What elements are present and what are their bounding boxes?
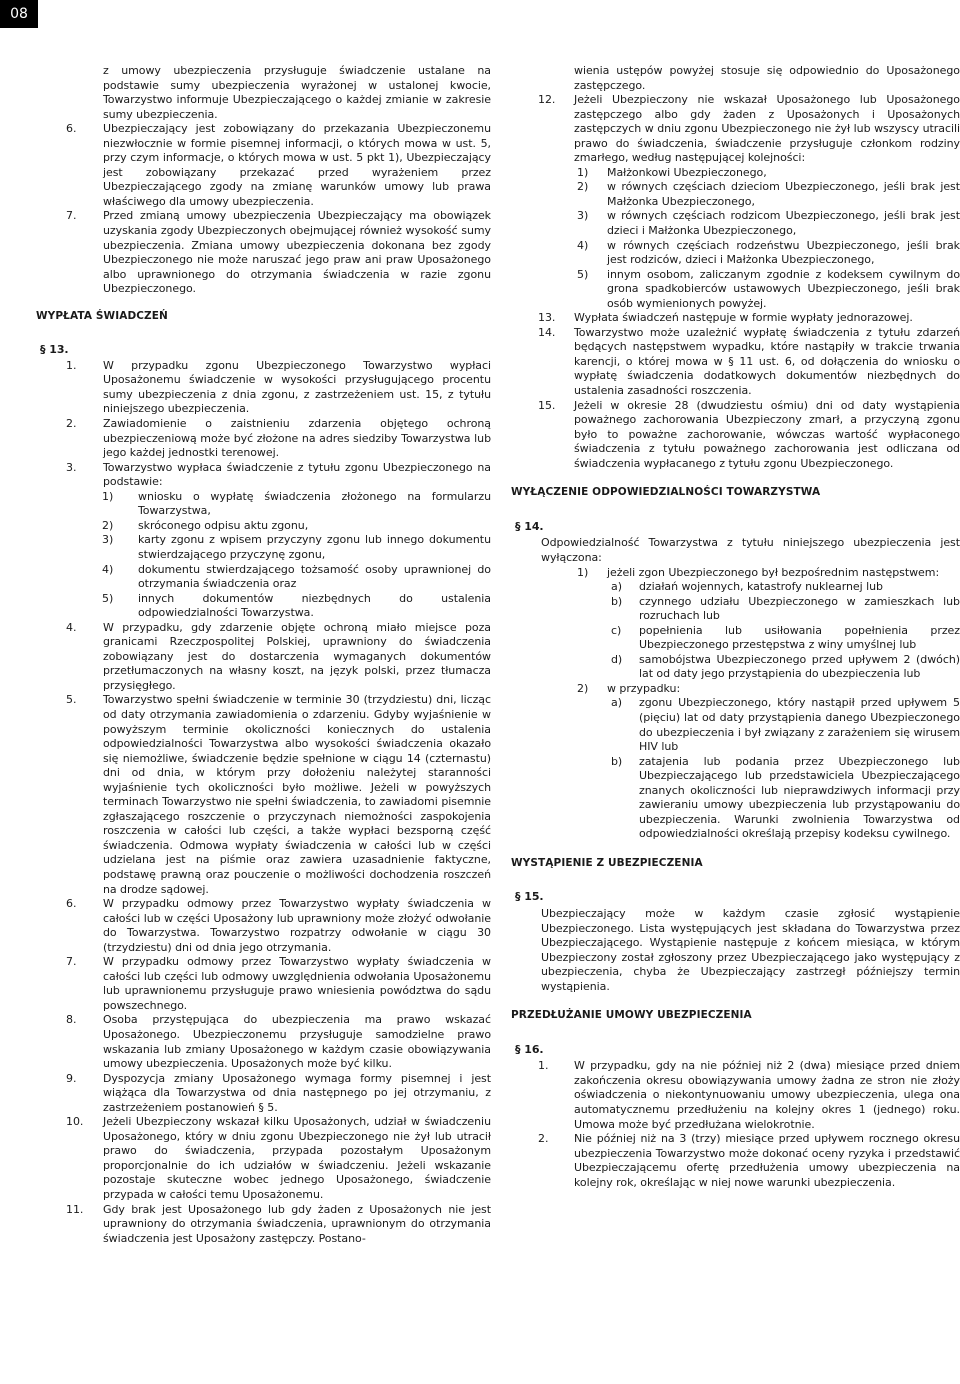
intro-paragraph: z umowy ubezpieczenia przysługuje świadczenie ustalane na podstawie sumy ubezpieczenia wyrażonej w ustalonej kwocie, Towarzystwo informuje Ubezpieczającego o każdej zmianie w zakresie sumy ubezpieczenia. [103, 64, 491, 121]
list-item [36, 461, 491, 490]
item-text: W przypadku odmowy przez Towarzystwo wypłaty świadczenia w całości lub w części Uposażony lub uprawniony może złożyć odwołanie do Towarzystwa. Towarzystwo rozpatrzy odwołanie w ciągu 30 (trzydziestu) dni od dnia jego otrzymania. [103, 897, 491, 954]
list-item [511, 399, 960, 472]
item-number: 1) [102, 489, 114, 503]
item-text: Jeżeli w okresie 28 (dwudziestu ośmiu) dni od daty wystąpienia poważnego zachorowania Ubezpieczony zmarł, a przyczyną zgonu było to poważne zachorowanie, wówczas wartość wypłaconego świadczenia z tytułu poważnego zachorowania jest odliczana od świadczenia wypłacanego z tytułu zgonu Ubezpieczonego. [574, 398, 960, 470]
sub-list-item [511, 239, 960, 268]
left-subitems-3 [36, 490, 491, 621]
item-text: Towarzystwo może uzależnić wypłatę świadczenia z tytułu zdarzeń będących następstwem wypadku, które nastąpiły w trakcie trwania karencji, o której mowa w § 11 ust. 6, od dołączenia do wniosku o wypłatę świadczenia dodatkowych dokumentów niezbędnych do ustalenia zasadności roszczenia. [574, 325, 960, 398]
intro-paragraph: wienia ustępów powyżej stosuje się odpowiednio do Uposażonego zastępczego. [574, 64, 960, 92]
sub-list-item [511, 180, 960, 209]
item-number: 12. [538, 93, 556, 107]
left-items-a [36, 122, 491, 297]
item-number: 2. [66, 417, 77, 431]
section-heading: PRZEDŁUŻANIE UMOWY UBEZPIECZENIA [511, 1009, 752, 1022]
list-item [36, 1115, 491, 1202]
sub-sub-list-item [511, 580, 960, 595]
item-number: 6. [66, 897, 77, 911]
section-number: § 15. [515, 890, 544, 904]
item-text: innych dokumentów niezbędnych do ustalenia odpowiedzialności Towarzystwa. [138, 591, 491, 620]
item-number: 1) [577, 565, 589, 579]
left-column [36, 64, 491, 1246]
item-number: 2. [538, 1132, 549, 1146]
section-heading: WYPŁATA ŚWIADCZEŃ [36, 309, 168, 322]
section-heading: WYSTĄPIENIE Z UBEZPIECZENIA [511, 856, 703, 869]
sub-sub-list-item [511, 696, 960, 754]
item-text: Jeżeli Ubezpieczony nie wskazał Uposażonego lub Uposażonego zastępczego albo gdy żaden z Uposażonych i Uposażonych zastępczych w dniu zgonu Ubezpieczonego nie żył lub wszyscy utracili prawo do świadczenia, świadczenie przysługuje członkom rodziny zmarłego, według następującej kolejności: [574, 93, 960, 165]
right-sub-14-2-items [511, 696, 960, 841]
list-item [36, 621, 491, 694]
section-number: § 14. [515, 519, 544, 533]
list-item [36, 1072, 491, 1116]
item-text: zgonu Ubezpieczonego, który nastąpił przed upływem 5 (pięciu) lat od daty przystąpienia danego Ubezpieczonego do ubezpieczenia i był związany z zarażeniem się wirusem HIV lub [639, 696, 960, 754]
sub-list-item [511, 268, 960, 312]
item-number: d) [611, 652, 623, 666]
list-item [36, 417, 491, 461]
item-number: 10. [66, 1115, 84, 1129]
sub-list-item [511, 682, 960, 697]
item-text: W przypadku odmowy przez Towarzystwo wypłaty świadczenia w całości lub części lub odmowy uwzględnienia odwołania Uposażonemu lub uprawnionemu przysługuje prawo wniesienia powództwa do sądu powszechnego. [103, 955, 491, 1012]
item-number: 7. [66, 209, 77, 223]
item-number: a) [611, 696, 622, 710]
item-text: popełnienia lub usiłowania popełnienia przez Ubezpieczonego przestępstwa z winy umyślnej lub [639, 623, 960, 652]
item-number: 9. [66, 1071, 77, 1085]
item-number: 6. [66, 122, 77, 136]
list-item [511, 1059, 960, 1132]
right-items-16 [511, 1059, 960, 1190]
item-text: Towarzystwo spełni świadczenie w terminie 30 (trzydziestu) dni, licząc od daty otrzymania zawiadomienia o zdarzeniu. Gdyby wyjaśnienie w powyższym terminie okoliczności koniecznych do ustalenia odpowiedzialności Towarzystwa albo wysokości świadczenia okazało się niemożliwe, świadczenie będzie spełnione w ciągu 14 (czternastu) dni od dnia, w którym przy dołożeniu należytej staranności wyjaśnienie tych okoliczności było możliwe. Jeżeli w powyższych terminach Towarzystwo nie spełni świadczenia, to zawiadomi pisemnie zgłaszającego roszczenie o przyczynach niemożności zaspokojenia roszczenia w całości lub części, a także wypłaci bezsporną część świadczenia. Odmowa wypłaty świadczenia w całości lub w części udzielana jest na piśmie oraz zawiera uzasadnienie faktyczne, podstawę prawną oraz pouczenie o możliwości dochodzenia roszczeń na drodze sądowej. [103, 693, 491, 896]
item-number: 2) [102, 518, 114, 532]
sub-list-item [36, 533, 491, 562]
left-items-b [36, 359, 491, 490]
list-item [36, 897, 491, 955]
list-item [36, 1203, 491, 1247]
section-text: Odpowiedzialność Towarzystwa z tytułu niniejszego ubezpieczenia jest wyłączona: [541, 536, 960, 564]
item-text: W przypadku, gdy na nie później niż 2 (dwa) miesiące przed dniem zakończenia okresu obowiązywania umowy żadna ze stron nie złoży oświadczenia o niekontynuowaniu umowy ubezpieczenia, ulega ona automatycznemu przedłużeniu na kolejny okres 1 (jednego) roku. Umowa może być przedłużana wielokrotnie. [574, 1059, 960, 1131]
right-column [511, 64, 960, 1190]
item-text: wniosku o wypłatę świadczenia złożonego na formularzu Towarzystwa, [138, 489, 491, 518]
list-item [36, 122, 491, 209]
item-text: w równych częściach rodzicom Ubezpieczonego, jeśli brak jest dzieci i Małżonka Ubezpieczonego, [607, 209, 960, 238]
item-text: dokumentu stwierdzającego tożsamość osoby uprawnionej do otrzymania świadczenia oraz [138, 562, 491, 591]
item-number: 3) [102, 533, 114, 547]
item-number: 1. [66, 358, 77, 372]
item-text: Nie później niż na 3 (trzy) miesiące przed upływem rocznego okresu ubezpieczenia Towarzystwo może dokonać oceny ryzyka i przedstawić Ubezpieczającemu ofertę przedłużenia umowy ubezpieczenia na kolejny rok, określając w niej nowe warunki ubezpieczenia. [574, 1132, 960, 1189]
item-number: 1. [538, 1059, 549, 1073]
item-number: 11. [66, 1202, 84, 1216]
sub-list-item [511, 209, 960, 238]
item-number: 5. [66, 693, 77, 707]
list-item [36, 209, 491, 296]
item-text: W przypadku zgonu Ubezpieczonego Towarzystwo wypłaci Uposażonemu świadczenie w wysokości przysługującego procentu sumy ubezpieczenia z dnia zgonu, z zastrzeżeniem ust. 15, z tytułu niniejszego ubezpieczenia. [103, 358, 491, 416]
item-number: 15. [538, 398, 556, 412]
item-number: 8. [66, 1013, 77, 1027]
item-text: Dyspozycja zmiany Uposażonego wymaga formy pisemnej i jest wiążąca dla Towarzystwa od dnia następnego po jej otrzymaniu, z zastrzeżeniem postanowień § 5. [103, 1071, 491, 1114]
list-item [36, 693, 491, 897]
sub-sub-list-item [511, 653, 960, 682]
list-item [511, 311, 960, 326]
item-text: samobójstwa Ubezpieczonego przed upływem 2 (dwóch) lat od daty jego przystąpienia do ubezpieczenia lub [639, 652, 960, 681]
item-text: Małżonkowi Ubezpieczonego, [607, 165, 767, 179]
sub-list-item [511, 166, 960, 181]
item-text: w równych częściach rodzeństwu Ubezpieczonego, jeśli brak jest rodziców, dzieci i Małżonka Ubezpieczonego, [607, 238, 960, 267]
item-number: 4) [577, 238, 589, 252]
sub-list-item [36, 490, 491, 519]
item-number: b) [611, 594, 623, 608]
right-items-b [511, 311, 960, 471]
section-number: § 13. [40, 343, 69, 357]
sub-sub-list-item [511, 595, 960, 624]
sub-sub-list-item [511, 624, 960, 653]
item-number: 5) [102, 591, 114, 605]
item-text: w przypadku: [607, 681, 681, 695]
item-text: skróconego odpisu aktu zgonu, [138, 518, 309, 532]
list-item [511, 1132, 960, 1190]
item-text: Zawiadomienie o zaistnieniu zdarzenia objętego ochroną ubezpieczeniową może być złożone na adres siedziby Towarzystwa lub jego każdej jednostki terenowej. [103, 417, 491, 460]
item-text: w równych częściach dzieciom Ubezpieczonego, jeśli brak jest Małżonka Ubezpieczonego, [607, 180, 960, 208]
item-number: 2) [577, 180, 589, 194]
item-text: Przed zmianą umowy ubezpieczenia Ubezpieczający ma obowiązek uzyskania zgody Ubezpieczonych obejmującej również wysokość sumy ubezpieczenia. Zmiana umowy ubezpieczenia dokonana bez zgody Ubezpieczonego nie może naruszać jego praw ani praw Uposażonego albo uprawnionego do otrzymania świadczenia w razie zgonu Ubezpieczonego. [103, 209, 491, 296]
left-items-c [36, 621, 491, 1247]
item-number: 4) [102, 562, 114, 576]
list-item [511, 326, 960, 399]
item-text: działań wojennych, katastrofy nuklearnej lub [639, 580, 883, 594]
item-number: 13. [538, 311, 556, 325]
item-text: Wypłata świadczeń następuje w formie wypłaty jednorazowej. [574, 311, 913, 325]
item-number: 2) [577, 681, 589, 695]
item-text: innym osobom, zaliczanym zgodnie z kodeksem cywilnym do grona spadkobierców ustawowych Ubezpieczonego, jeśli brak osób wymienionych powyżej. [607, 267, 960, 310]
item-number: 1) [577, 165, 589, 179]
list-item [511, 93, 960, 166]
item-text: jeżeli zgon Ubezpieczonego był bezpośrednim następstwem: [607, 565, 940, 579]
item-number: 14. [538, 325, 556, 339]
item-number: 7. [66, 955, 77, 969]
sub-list-item [36, 563, 491, 592]
item-text: Osoba przystępująca do ubezpieczenia ma prawo wskazać Uposażonego. Ubezpieczonemu przysługuje samodzielne prawo wskazania lub zmiany Uposażonego w każdym czasie obowiązywania umowy ubezpieczenia. Uposażonych może być kilku. [103, 1013, 491, 1071]
sub-list-item [511, 566, 960, 581]
item-number: c) [611, 623, 622, 637]
list-item [36, 359, 491, 417]
item-number: 5) [577, 267, 589, 281]
item-number: 4. [66, 620, 77, 634]
item-number: b) [611, 754, 623, 768]
right-subitems-12 [511, 166, 960, 311]
list-item [36, 1013, 491, 1071]
sub-sub-list-item [511, 755, 960, 842]
item-text: karty zgonu z wpisem przyczyny zgonu lub innego dokumentu stwierdzającego przyczynę zgonu, [138, 533, 491, 561]
list-item [36, 955, 491, 1013]
item-text: zatajenia lub podania przez Ubezpieczonego lub Ubezpieczającego lub przedstawiciela Ubezpieczającego znanych okoliczności lub nieprawdziwych informacji przy zawieraniu umowy ubezpieczenia lub przystąpowaniu do ubezpieczenia. Warunki zwolnienia Towarzystwa od odpowiedzialności określają przepisy kodeksu cywilnego. [639, 754, 960, 841]
section-text: Ubezpieczający może w każdym czasie zgłosić wystąpienie Ubezpieczonego. Lista występujących jest składana do Towarzystwa przez Ubezpieczającego. Wystąpienie następuje z końcem miesiąca, w którym Ubezpieczony został zgłoszony przez Ubezpieczającego jako występujący z ubezpieczenia, chyba że Ubezpieczający zastrzegł późniejszy termin wystąpienia. [541, 906, 960, 993]
page-number: 08 [0, 0, 38, 28]
item-text: Ubezpieczający jest zobowiązany do przekazania Ubezpieczonemu niezwłocznie w formie pisemnej informacji, o których mowa w ust. 5, przy czym informacje, o których mowa w ust. 5 pkt 1), Ubezpieczający jest zobowiązany przekazać przed wyrażeniem przez Ubezpieczającego zgody na zmianę warunków umowy lub prawa właściwego dla umowy ubezpieczenia. [103, 122, 491, 208]
sub-list-item [36, 592, 491, 621]
item-text: Towarzystwo wypłaca świadczenie z tytułu zgonu Ubezpieczonego na podstawie: [103, 460, 491, 489]
right-sub-14-1-items [511, 580, 960, 682]
item-number: 3. [66, 460, 77, 474]
item-number: a) [611, 580, 622, 594]
section-heading: WYŁĄCZENIE ODPOWIEDZIALNOŚCI TOWARZYSTWA [511, 486, 821, 499]
item-text: W przypadku, gdy zdarzenie objęte ochroną miało miejsce poza granicami Rzeczpospolitej Polskiej, uprawniony do świadczenia zobowiązany jest do dostarczenia wymaganych dokumentów przetłumaczonych na własny koszt, na język polski, przez tłumacza przysięgłego. [103, 620, 491, 692]
section-number: § 16. [515, 1042, 544, 1056]
item-text: Gdy brak jest Uposażonego lub gdy żaden z Uposażonych nie jest uprawniony do otrzymania świadczenia, uprawnionym do otrzymania świadczenia jest Uposażony zastępczy. Postano- [103, 1202, 491, 1245]
item-text: czynnego udziału Ubezpieczonego w zamieszkach lub rozruchach lub [639, 594, 960, 623]
item-text: Jeżeli Ubezpieczony wskazał kilku Uposażonych, udział w świadczeniu Uposażonego, który w dniu zgonu Ubezpieczonego nie żył lub utracił prawo do świadczenia, przypada pozostałym Uposażonym proporcjonalnie do ich udziałów w świadczeniu. Jeżeli wskazanie pozostaje skuteczne wobec jednego Uposażonego, świadczenie przypada w całości temu Uposażonemu. [103, 1115, 491, 1202]
sub-list-item [36, 519, 491, 534]
item-number: 3) [577, 209, 589, 223]
